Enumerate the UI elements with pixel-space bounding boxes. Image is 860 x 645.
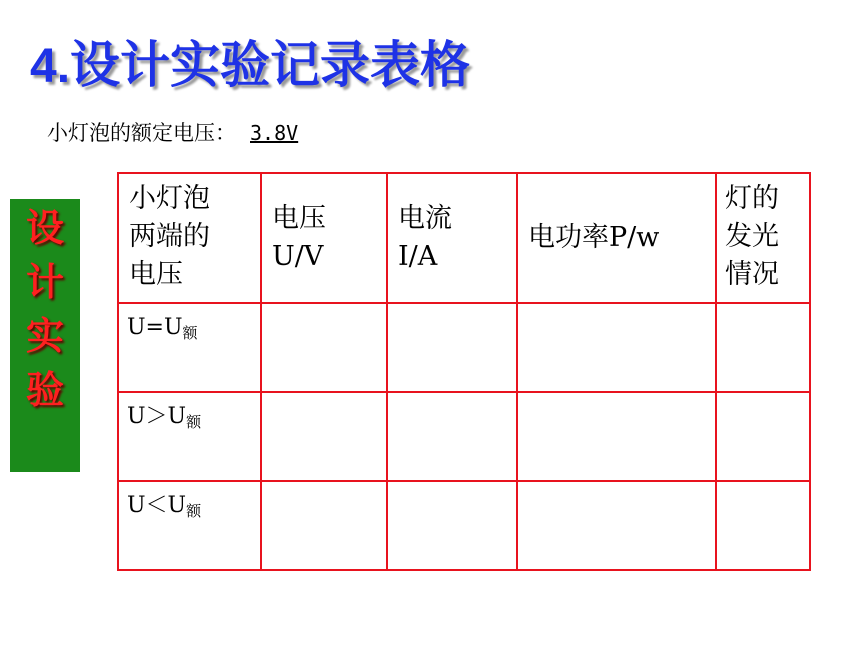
header-cell-voltage bbox=[261, 173, 387, 303]
header-line: 两端的 bbox=[129, 221, 210, 252]
header-line: 情况 bbox=[725, 259, 779, 290]
rated-voltage-label: 小灯泡的额定电压： bbox=[47, 121, 236, 145]
side-char: 计 bbox=[25, 260, 64, 304]
header-line: I/A bbox=[398, 241, 438, 272]
table-row bbox=[118, 303, 810, 392]
title-text: 设计实验记录表格 bbox=[70, 36, 471, 94]
record-table bbox=[117, 172, 811, 571]
header-cell-current bbox=[387, 173, 517, 303]
empty-cell bbox=[517, 481, 716, 570]
design-experiment-label-box bbox=[10, 199, 80, 472]
empty-cell bbox=[716, 481, 810, 570]
rated-voltage-line bbox=[47, 118, 298, 148]
row-label-subscript: 额 bbox=[186, 413, 202, 431]
header-line: 电压 bbox=[129, 259, 183, 290]
empty-cell bbox=[387, 481, 517, 570]
row-label-cell bbox=[118, 392, 261, 481]
row-label-cell bbox=[118, 481, 261, 570]
header-cell-power bbox=[517, 173, 716, 303]
header-line: U/V bbox=[272, 241, 324, 272]
empty-cell bbox=[716, 303, 810, 392]
empty-cell bbox=[261, 481, 387, 570]
header-line: 小灯泡 bbox=[129, 183, 210, 214]
header-line: 电功率P/w bbox=[528, 222, 660, 253]
row-label: U＜U bbox=[127, 493, 187, 518]
row-label-cell bbox=[118, 303, 261, 392]
title-number: 4. bbox=[30, 40, 71, 93]
header-line: 电压 bbox=[272, 203, 326, 234]
empty-cell bbox=[261, 303, 387, 392]
table-row bbox=[118, 481, 810, 570]
empty-cell bbox=[517, 303, 716, 392]
side-char: 验 bbox=[25, 368, 64, 412]
header-line: 发光 bbox=[725, 221, 779, 252]
header-line: 灯的 bbox=[725, 183, 779, 214]
header-line: 电流 bbox=[398, 203, 452, 234]
empty-cell bbox=[261, 392, 387, 481]
empty-cell bbox=[517, 392, 716, 481]
row-label-subscript: 额 bbox=[186, 502, 202, 520]
empty-cell bbox=[387, 303, 517, 392]
rated-voltage-value: 3.8V bbox=[250, 121, 299, 145]
page-title bbox=[30, 30, 470, 100]
header-cell-voltage-across bbox=[118, 173, 261, 303]
header-cell-brightness bbox=[716, 173, 810, 303]
row-label-subscript: 额 bbox=[182, 324, 198, 342]
empty-cell bbox=[716, 392, 810, 481]
empty-cell bbox=[387, 392, 517, 481]
row-label: U＞U bbox=[127, 404, 187, 429]
table-row bbox=[118, 392, 810, 481]
row-label: U=U bbox=[127, 315, 183, 340]
table-header-row bbox=[118, 173, 810, 303]
side-char: 实 bbox=[25, 314, 64, 358]
side-char: 设 bbox=[25, 206, 64, 250]
